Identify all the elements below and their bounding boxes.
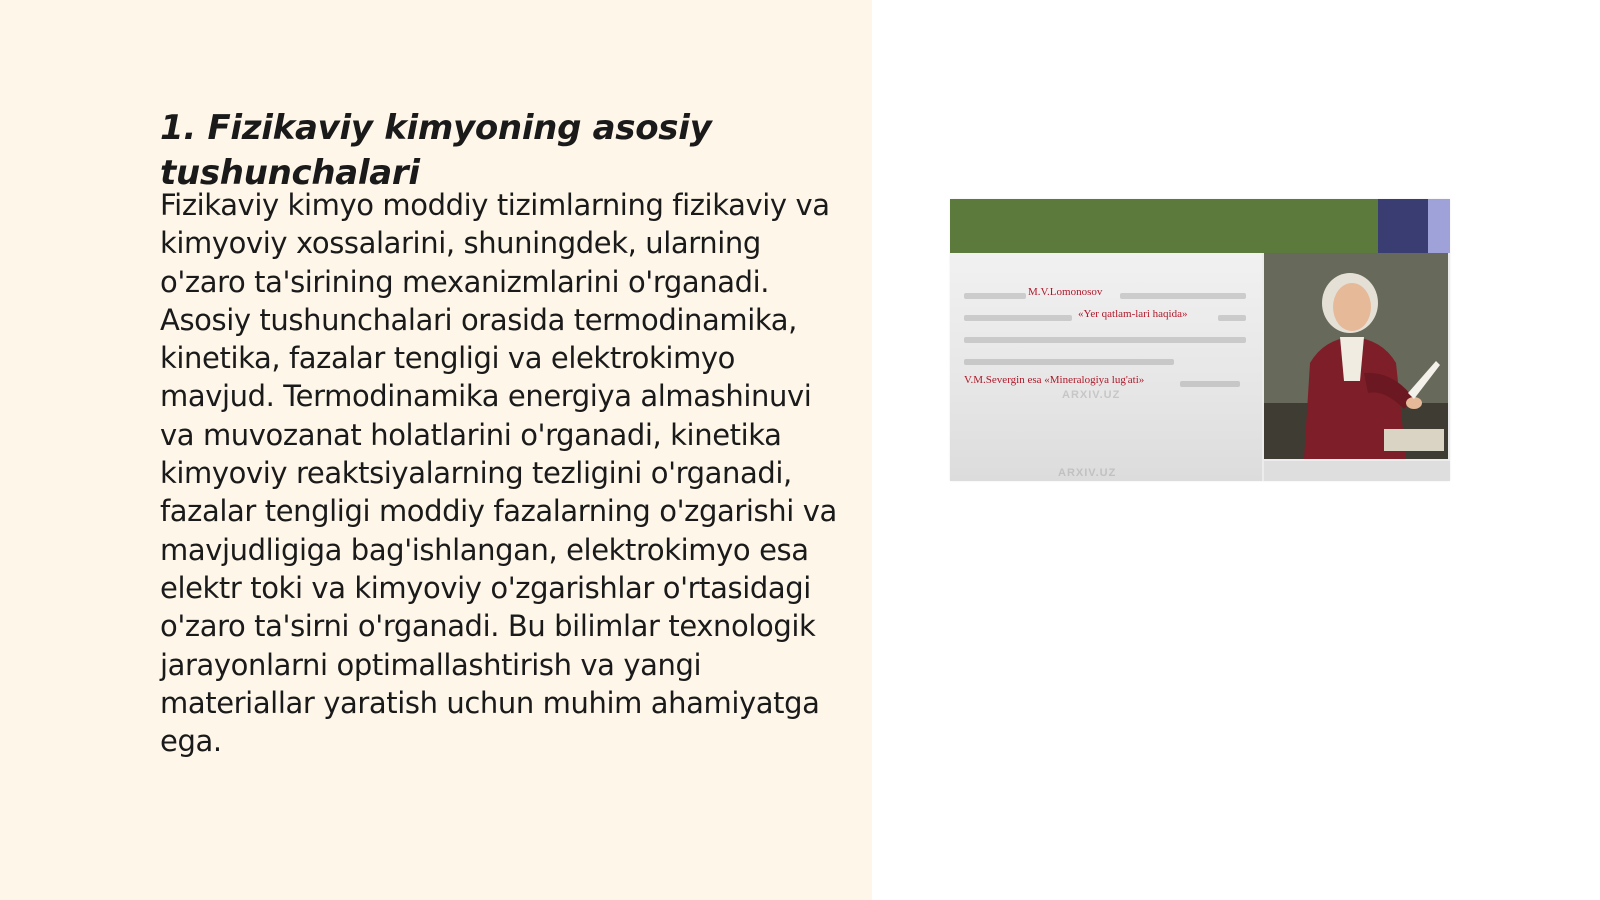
slide-body-text: Fizikaviy kimyo moddiy tizimlarning fizikaviy va kimyoviy xossalarini, shuningdek, ularning o'zaro ta'sirining mexanizmlarini o'rganadi. Asosiy tushunchalari orasida termodinamika, kinetika, fazalar tengligi va elektrokimyo mavjud. Termodinamika energiya almashinuvi va muvozanat holatlarini o'rganadi, kinetika kimyoviy reaktsiyalarning tezligini o'rganadi, fazalar tengligi moddiy fazalarning o'zgarishi va mavjudligiga bag'ishlangan, elektrokimyo esa elektr toki va kimyoviy o'zgarishlar o'rtasidagi o'zaro ta'sirni o'rganadi. Bu bilimlar texnologik jarayonlarni optimallashtirish va yangi materiallar yaratish uchun muhim ahamiyatga ega.	[160, 188, 837, 759]
blurred-text-line	[964, 337, 1246, 343]
image-text-area	[950, 253, 1262, 481]
image-header-lavender-block	[1428, 199, 1450, 253]
image-watermark: ARXIV.UZ	[1062, 389, 1121, 401]
portrait-figure-icon	[1264, 253, 1448, 459]
blurred-text-line	[1120, 293, 1246, 299]
image-header-navy-block	[1378, 199, 1428, 253]
portrait-caption	[1264, 461, 1450, 481]
portrait-painting	[1264, 253, 1448, 459]
textbook-page-image	[950, 199, 1450, 481]
image-red-text: M.V.Lomonosov	[1028, 286, 1103, 298]
blurred-text-line	[964, 315, 1072, 321]
blurred-text-line	[1218, 315, 1246, 321]
image-watermark: ARXIV.UZ	[1058, 467, 1117, 479]
blurred-text-line	[964, 293, 1026, 299]
image-red-text: «Yer qatlam-lari haqida»	[1078, 308, 1188, 320]
image-red-text: V.M.Severgin esa «Mineralogiya lug'ati»	[964, 374, 1145, 386]
blurred-text-line	[964, 359, 1174, 365]
blurred-text-line	[1180, 381, 1240, 387]
slide-title: 1. Fizikaviy kimyoning asosiy tushunchalari	[160, 108, 712, 193]
image-header-bar	[950, 199, 1378, 253]
